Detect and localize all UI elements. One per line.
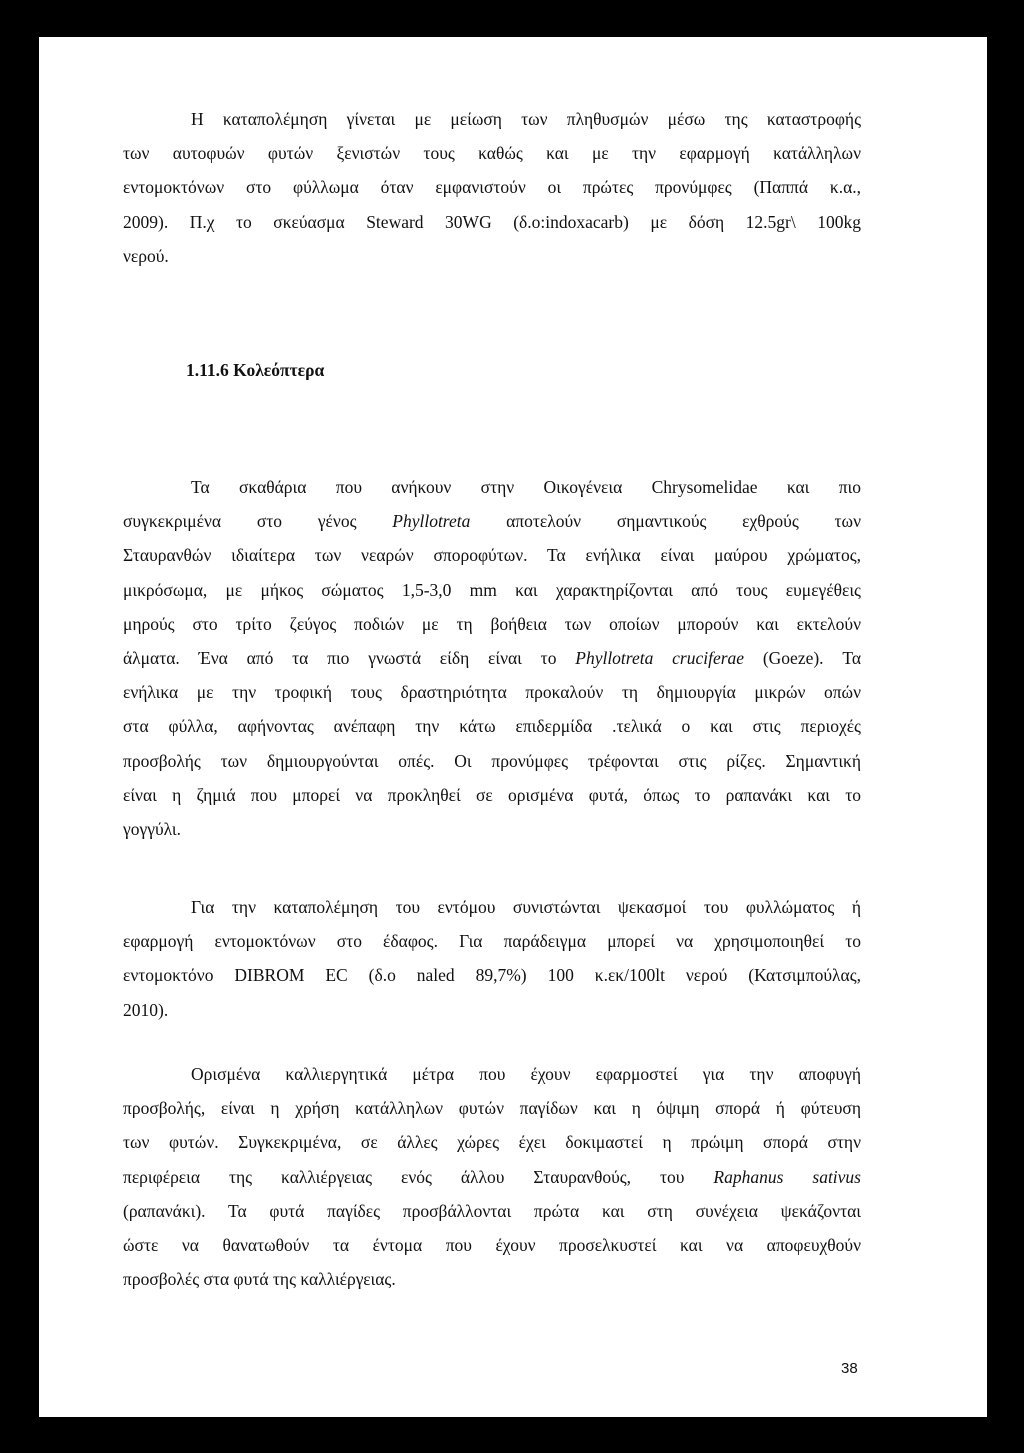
text-line: μικρόσωμα, με μήκος σώματος 1,5-3,0 mm και χαρακτηρίζονται από τους ευμεγέθεις (123, 579, 861, 600)
text-line: 2009). Π.χ το σκεύασμα Steward 30WG (δ.ο:indoxacarb) με δόση 12.5gr\ 100kg (123, 211, 861, 232)
text-line: Σταυρανθών ιδιαίτερα των νεαρών σποροφύτων. Τα ενήλικα είναι μαύρου χρώματος, (123, 545, 861, 566)
text-line: προσβολές στα φυτά της καλλιέργειας. (123, 1269, 396, 1290)
text-line: μηρούς στο τρίτο ζεύγος ποδιών με τη βοήθεια των οποίων μπορούν και εκτελούν (123, 613, 861, 634)
species-name: Raphanus sativus (713, 1166, 861, 1187)
text-line: Ορισμένα καλλιεργητικά μέτρα που έχουν εφαρμοστεί για την αποφυγή (191, 1064, 861, 1084)
text-line: προσβολής των δημιουργούνται οπές. Οι προνύμφες τρέφονται στις ρίζες. Σημαντική (123, 750, 861, 771)
paragraph-coleoptera-description (123, 470, 861, 846)
text-line: νερού. (123, 245, 169, 266)
text-line: ενήλικα με την τροφική τους δραστηριότητα προκαλούν τη δημιουργία μικρών οπών (123, 682, 861, 703)
text-line: ώστε να θανατωθούν τα έντομα που έχουν προσελκυστεί και να αποφευχθούν (123, 1235, 861, 1256)
paragraph-insecticides (123, 890, 861, 1027)
text-line: Για την καταπολέμηση του εντόμου συνιστώνται ψεκασμοί του φυλλώματος ή (191, 897, 861, 917)
text-line: περιφέρεια της καλλιέργειας ενός άλλου Σταυρανθούς, του Raphanus sativus (123, 1166, 861, 1187)
section-heading: 1.11.6 Κολεόπτερα (186, 360, 325, 380)
text-line: εντομοκτόνων στο φύλλωμα όταν εμφανιστούν οι πρώτες προνύμφες (Παππά κ.α., (123, 177, 861, 198)
text-line: Η καταπολέμηση γίνεται με μείωση των πληθυσμών μέσω της καταστροφής (191, 109, 861, 129)
text-line: συγκεκριμένα στο γένος Phyllotreta αποτελούν σημαντικούς εχθρούς των (123, 511, 861, 532)
text-line: εφαρμογή εντομοκτόνων στο έδαφος. Για παράδειγμα μπορεί να χρησιμοποιηθεί το (123, 931, 861, 952)
text-line: γογγύλι. (123, 819, 181, 840)
paragraph-cultural-measures (123, 1057, 861, 1296)
genus-name: Phyllotreta (392, 511, 471, 532)
text-line: (ραπανάκι). Τα φυτά παγίδες προσβάλλονται πρώτα και στη συνέχεια ψεκάζονται (123, 1200, 861, 1221)
page-number: 38 (841, 1360, 858, 1377)
paragraph-control-measures (123, 102, 861, 273)
text-line: των αυτοφυών φυτών ξενιστών τους καθώς και με την εφαρμογή κατάλληλων (123, 143, 861, 164)
text-line: στα φύλλα, αφήνοντας ανέπαφη την κάτω επιδερμίδα .τελικά ο και στις περιοχές (123, 716, 861, 737)
text-line: των φυτών. Συγκεκριμένα, σε άλλες χώρες έχει δοκιμαστεί η πρώιμη σπορά στην (123, 1132, 861, 1153)
text-line: είναι η ζημιά που μπορεί να προκληθεί σε ορισμένα φυτά, όπως το ραπανάκι και το (123, 784, 861, 805)
text-line: 2010). (123, 999, 169, 1020)
text-line: εντομοκτόνο DIBROM EC (δ.ο naled 89,7%) 100 κ.εκ/100lt νερού (Κατσιμπούλας, (123, 965, 861, 986)
text-line: Τα σκαθάρια που ανήκουν στην Οικογένεια Chrysomelidae και πιο (191, 477, 861, 497)
species-name: Phyllotreta cruciferae (575, 648, 745, 669)
text-line: προσβολής, είναι η χρήση κατάλληλων φυτών παγίδων και η όψιμη σπορά ή φύτευση (123, 1098, 861, 1119)
text-line: άλματα. Ένα από τα πιο γνωστά είδη είναι το Phyllotreta cruciferae (Goeze). Τα (123, 648, 862, 669)
